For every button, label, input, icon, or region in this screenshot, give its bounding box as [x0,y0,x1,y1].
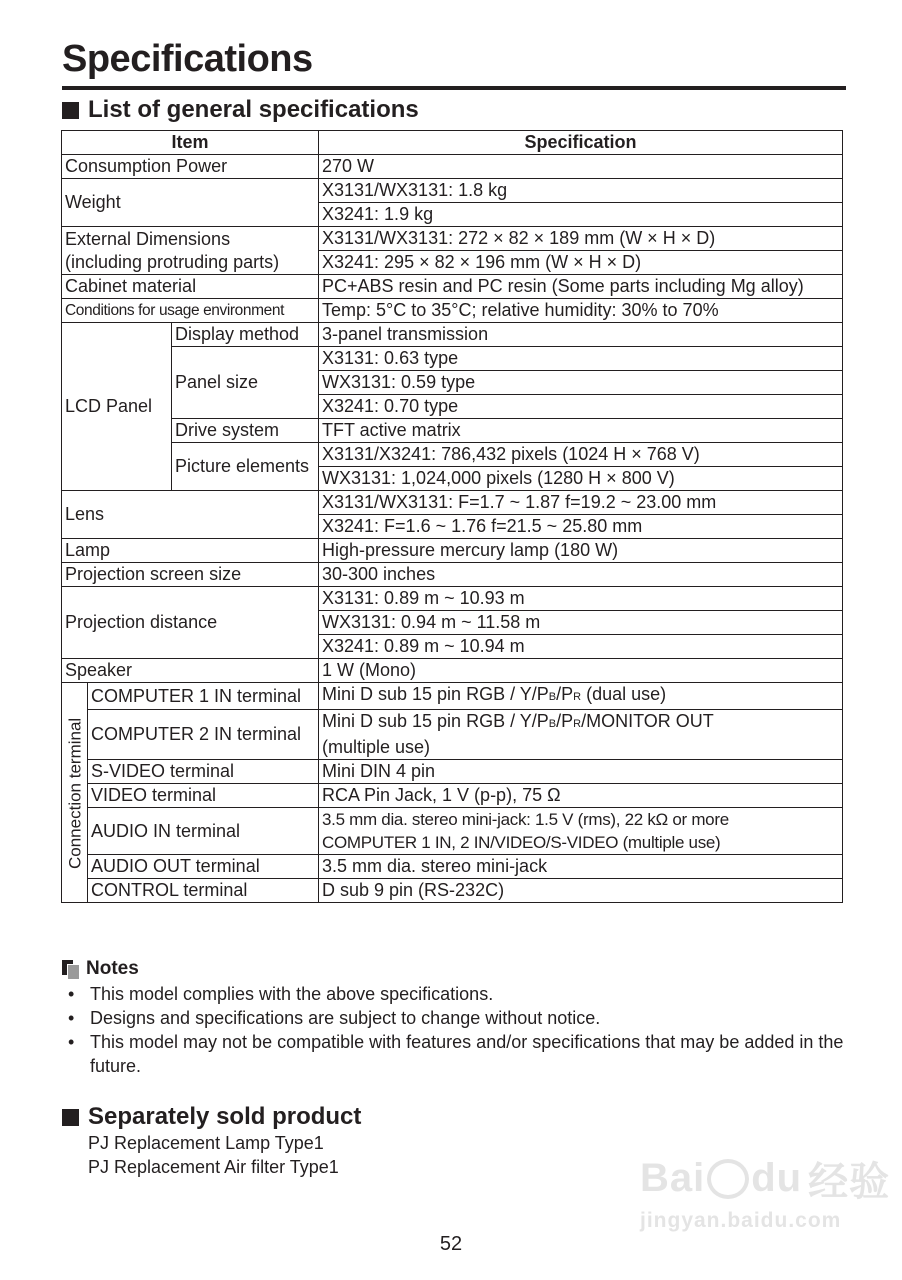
distance-value-1: X3131: 0.89 m ~ 10.93 m [319,587,843,611]
paw-icon [707,1159,749,1199]
cabinet-label: Cabinet material [62,275,319,299]
notes-heading [62,958,852,980]
audio-in-value-line1: 3.5 mm dia. stereo mini-jack: 1.5 V (rms), 22 kΩ or more [322,810,729,829]
control-label: CONTROL terminal [88,879,319,903]
control-value: D sub 9 pin (RS-232C) [319,879,843,903]
comp2-value-d: R [573,718,582,730]
conditions-value: Temp: 5°C to 35°C; relative humidity: 30% to 70% [319,299,843,323]
lamp-label: Lamp [62,539,319,563]
comp1-value-a: Mini D sub 15 pin RGB / Y/P [322,684,549,704]
table-row [62,491,843,515]
comp1-value-e: (dual use) [581,684,667,704]
spec-table [61,130,843,903]
table-row [62,879,843,903]
square-bullet-icon [62,102,79,119]
dimensions-value-2: X3241: 295 × 82 × 196 mm (W × H × D) [319,251,843,275]
lcd-label: LCD Panel [62,323,172,491]
section-heading-general [62,96,419,124]
weight-label: Weight [62,179,319,227]
lens-value-1: X3131/WX3131: F=1.7 ~ 1.87 f=19.2 ~ 23.00 mm [319,491,843,515]
table-row [62,659,843,683]
display-method-label: Display method [172,323,319,347]
comp1-value-b: B [548,691,557,703]
table-row [62,419,843,443]
consumption-label: Consumption Power [62,155,319,179]
comp2-value-line2: (multiple use) [322,737,431,757]
comp2-value [319,710,843,760]
notes-list [62,982,852,1078]
screen-size-label: Projection screen size [62,563,319,587]
weight-value-1: X3131/WX3131: 1.8 kg [319,179,843,203]
picture-elements-value-2: WX3131: 1,024,000 pixels (1280 H × 800 V) [319,467,843,491]
notes-section [62,958,852,1078]
table-row [62,683,843,710]
svideo-value: Mini DIN 4 pin [319,760,843,784]
square-bullet-icon [62,1109,79,1126]
table-row [62,808,843,855]
connection-terminal-label: Connection terminal [62,683,88,903]
watermark-brand2: du [751,1156,803,1200]
comp1-label: COMPUTER 1 IN terminal [88,683,319,710]
table-row [62,443,843,467]
header-item: Item [62,131,319,155]
comp1-value-c: /P [556,684,574,704]
section-heading-general-text: List of general specifications [88,96,419,123]
panel-size-value-2: WX3131: 0.59 type [319,371,843,395]
section-heading-sold [62,1103,361,1131]
video-label: VIDEO terminal [88,784,319,808]
watermark-brand: Bai [640,1156,706,1200]
comp1-value [319,683,843,710]
list-item: • Designs and specifications are subject to change without notice. [68,1006,852,1030]
lamp-value: High-pressure mercury lamp (180 W) [319,539,843,563]
audio-out-value: 3.5 mm dia. stereo mini-jack [319,855,843,879]
table-row [62,710,843,760]
list-item: PJ Replacement Air filter Type1 [88,1157,339,1177]
svideo-label: S-VIDEO terminal [88,760,319,784]
lens-label: Lens [62,491,319,539]
comp1-value-d: R [573,691,582,703]
page-number: 52 [439,1233,463,1255]
dimensions-label [62,227,319,275]
section-heading-sold-text: Separately sold product [88,1103,362,1130]
table-row [62,155,843,179]
panel-size-value-1: X3131: 0.63 type [319,347,843,371]
header-spec: Specification [319,131,843,155]
notes-heading-text: Notes [86,958,139,979]
table-row [62,227,843,251]
comp2-value-b: B [548,718,557,730]
table-row [62,587,843,611]
comp2-value-c: /P [556,711,574,731]
conditions-label: Conditions for usage environment [62,299,319,323]
list-item: • This model complies with the above specifications. [68,982,852,1006]
audio-in-value [319,808,843,855]
page-title: Specifications [62,38,313,80]
distance-value-3: X3241: 0.89 m ~ 10.94 m [319,635,843,659]
table-row [62,563,843,587]
distance-value-2: WX3131: 0.94 m ~ 11.58 m [319,611,843,635]
watermark-cn: 经验 [808,1160,891,1204]
table-row [62,299,843,323]
baidu-watermark [640,1150,890,1233]
panel-size-label: Panel size [172,347,319,419]
table-row [62,275,843,299]
speaker-value: 1 W (Mono) [319,659,843,683]
dimensions-label-line1: External Dimensions [65,228,231,249]
table-row [62,539,843,563]
notes-icon [62,960,78,978]
audio-in-label: AUDIO IN terminal [88,808,319,855]
consumption-value: 270 W [319,155,843,179]
distance-label: Projection distance [62,587,319,659]
table-row [62,323,843,347]
cabinet-value: PC+ABS resin and PC resin (Some parts including Mg alloy) [319,275,843,299]
weight-value-2: X3241: 1.9 kg [319,203,843,227]
title-rule [62,86,846,90]
comp2-value-line1 [322,710,839,736]
table-row [62,784,843,808]
sold-products-list [88,1131,339,1179]
list-item: PJ Replacement Lamp Type1 [88,1133,324,1153]
table-row [62,131,843,155]
drive-system-label: Drive system [172,419,319,443]
audio-out-label: AUDIO OUT terminal [88,855,319,879]
picture-elements-value-1: X3131/X3241: 786,432 pixels (1024 H × 768 V) [319,443,843,467]
watermark-url: jingyan.baidu.com [640,1209,842,1232]
screen-size-value: 30-300 inches [319,563,843,587]
table-row [62,347,843,371]
dimensions-value-1: X3131/WX3131: 272 × 82 × 189 mm (W × H × D) [319,227,843,251]
list-item: • This model may not be compatible with features and/or specifications that may be added in the future. [68,1030,852,1078]
comp2-value-a: Mini D sub 15 pin RGB / Y/P [322,711,549,731]
panel-size-value-3: X3241: 0.70 type [319,395,843,419]
lens-value-2: X3241: F=1.6 ~ 1.76 f=21.5 ~ 25.80 mm [319,515,843,539]
comp2-label: COMPUTER 2 IN terminal [88,710,319,760]
speaker-label: Speaker [62,659,319,683]
dimensions-label-line2: (including protruding parts) [65,251,280,272]
video-value: RCA Pin Jack, 1 V (p-p), 75 Ω [319,784,843,808]
picture-elements-label: Picture elements [172,443,319,491]
comp2-value-e: /MONITOR OUT [581,711,714,731]
drive-system-value: TFT active matrix [319,419,843,443]
table-row [62,855,843,879]
watermark-logo [640,1150,890,1207]
display-method-value: 3-panel transmission [319,323,843,347]
table-row [62,179,843,203]
audio-in-value-line2: COMPUTER 1 IN, 2 IN/VIDEO/S-VIDEO (multiple use) [322,833,721,852]
table-row [62,760,843,784]
